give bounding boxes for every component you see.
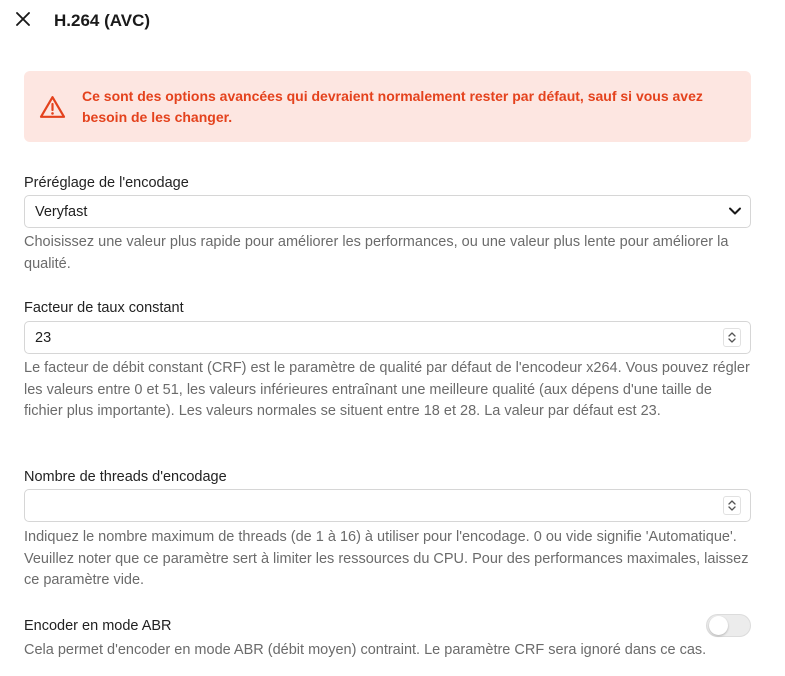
- toggle-knob: [709, 616, 728, 635]
- stepper-arrows-icon: [727, 499, 737, 512]
- close-button[interactable]: [12, 10, 34, 32]
- dialog-title: H.264 (AVC): [54, 11, 151, 30]
- threads-label: Nombre de threads d'encodage: [24, 469, 227, 485]
- abr-help: Cela permet d'encoder en mode ABR (débit moyen) contraint. Le paramètre CRF sera ignoré dans ce cas.: [24, 642, 707, 658]
- crf-input[interactable]: [24, 321, 751, 354]
- close-icon: [15, 11, 31, 32]
- crf-stepper[interactable]: [723, 328, 741, 347]
- warning-triangle-icon: [39, 95, 67, 119]
- alert-text: Ce sont des options avancées qui devraient normalement rester par défaut, sauf si vous avez besoin de les changer.: [82, 87, 703, 125]
- threads-stepper[interactable]: [723, 496, 741, 515]
- abr-label: Encoder en mode ABR: [24, 618, 172, 634]
- chevron-down-icon: [728, 204, 742, 222]
- abr-toggle[interactable]: [706, 614, 751, 637]
- preset-value: Veryfast: [35, 203, 88, 220]
- preset-help: Choisissez une valeur plus rapide pour améliorer les performances, ou une valeur plus lente pour améliorer la qualité.: [24, 234, 729, 272]
- threads-help: Indiquez le nombre maximum de threads (de 1 à 16) à utiliser pour l'encodage. 0 ou vide signifie 'Automatique'. Veuillez noter que ce paramètre sert à limiter les ressources du CPU. Pour des performances maximales, laissez ce paramètre vide.: [24, 529, 749, 588]
- preset-select[interactable]: [24, 195, 751, 228]
- warning-alert: [24, 71, 751, 142]
- crf-help: Le facteur de débit constant (CRF) est le paramètre de qualité par défaut de l'encodeur x264. Vous pouvez régler les valeurs entre 0 et 51, les valeurs inférieures entraînant une meilleure qualité (aux dépens d'une taille de fichier plus importante). Les valeurs normales se situent entre 18 et 28. La valeur par défaut est 23.: [24, 360, 750, 419]
- stepper-arrows-icon: [727, 331, 737, 344]
- threads-input[interactable]: [24, 489, 751, 522]
- crf-value: 23: [35, 329, 52, 346]
- crf-label: Facteur de taux constant: [24, 300, 184, 316]
- preset-label: Préréglage de l'encodage: [24, 175, 189, 191]
